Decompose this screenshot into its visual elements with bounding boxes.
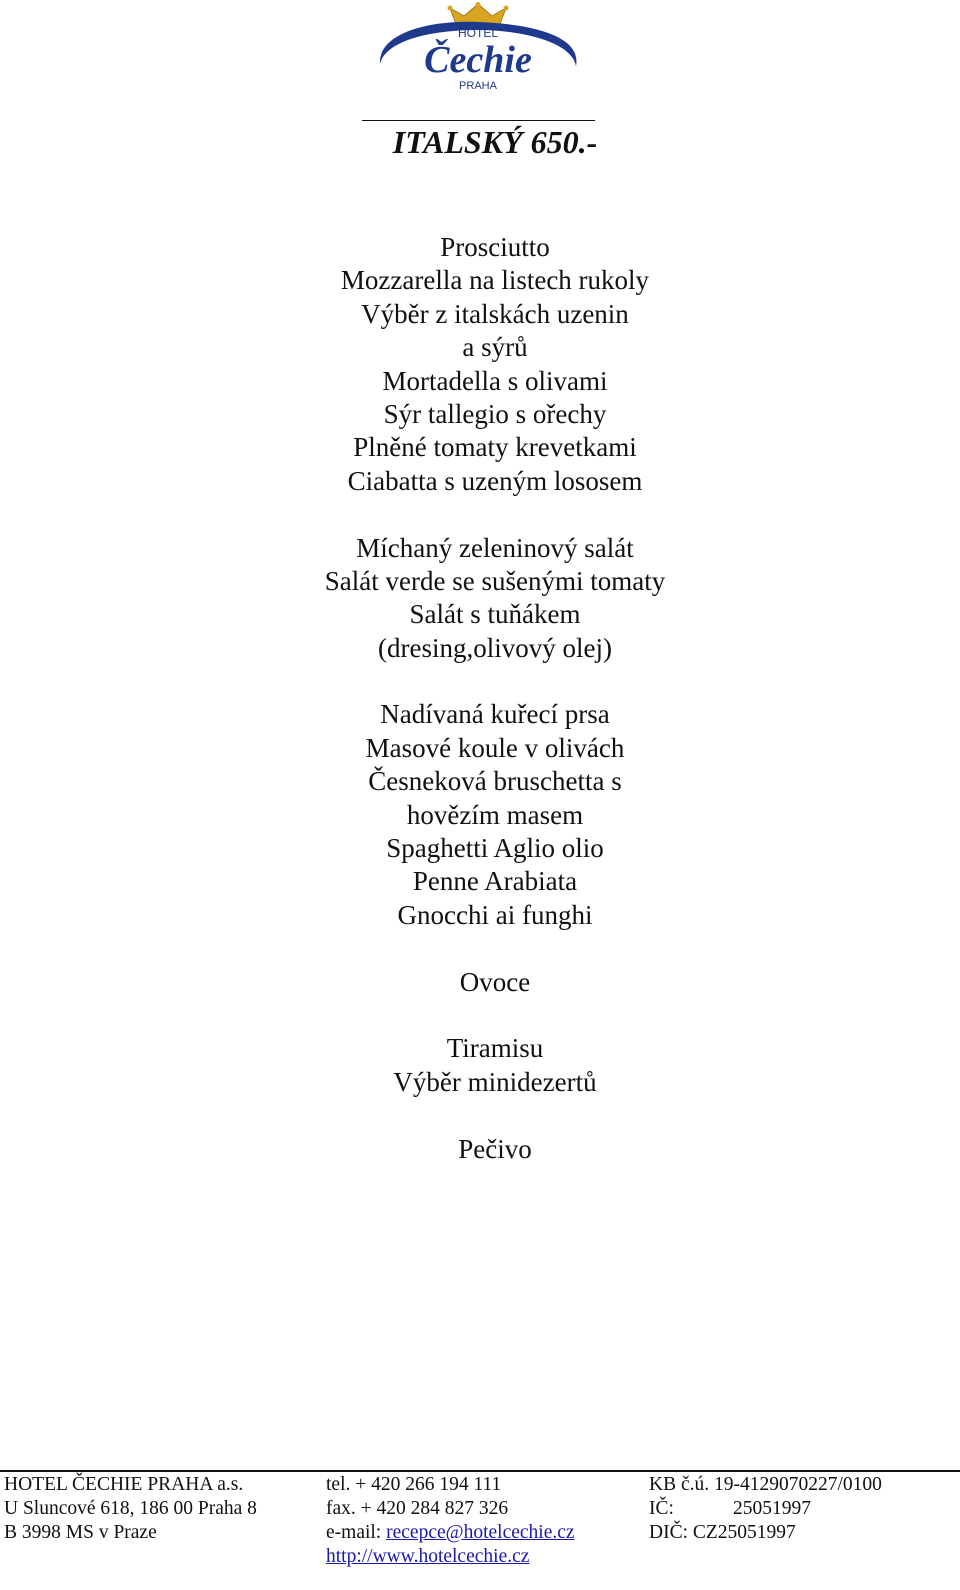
section-gap [0,498,960,531]
menu-item: Mozzarella na listech rukoly [340,265,650,296]
menu-item: Výběr z italskách uzenin [361,298,629,329]
footer-register: B 3998 MS v Praze [4,1522,157,1543]
footer-contact-column [326,1473,575,1569]
footer-company: HOTEL ČECHIE PRAHA a.s. [4,1474,244,1495]
footer-tel: tel. + 420 266 194 111 [326,1474,502,1495]
menu-item: Míchaný zeleninový salát [356,532,634,563]
menu-title: ITALSKÝ 650.- [392,124,598,160]
logo-city-text: PRAHA [459,80,497,92]
footer-ic-row [649,1497,882,1521]
section-gap [0,1099,960,1132]
footer-email-row [326,1521,575,1545]
email-link[interactable]: recepce@hotelcechie.cz [386,1522,575,1543]
footer-company-column [4,1473,257,1545]
menu-item: Prosciutto [440,232,550,262]
menu-item: Pečivo [458,1133,532,1164]
menu-item: Nadívaná kuřecí prsa [380,699,610,730]
menu-item: Gnocchi ai funghi [397,899,593,930]
menu-item: Plněné tomaty krevetkami [353,432,637,463]
menu-item: Salát s tuňákem [409,599,581,630]
footer-email-label: e-mail: [326,1522,387,1543]
footer-bank: KB č.ú. 19-4129070227/0100 [649,1474,882,1495]
menu-item: a sýrů [462,332,528,363]
title-rule [362,120,595,121]
website-link[interactable]: http://www.hotelcechie.cz [326,1546,530,1567]
menu-item: Sýr tallegio s ořechy [383,398,607,429]
menu-item: Penne Arabiata [412,866,578,897]
section-gap [0,932,960,965]
menu-item: Spaghetti Aglio olio [386,833,604,864]
section-gap [0,999,960,1032]
menu-item: Ciabatta s uzeným lososem [347,465,643,496]
footer-ic-label: IČ: [649,1498,674,1519]
logo-hotel-text: HOTEL [457,26,499,40]
footer-fax: fax. + 420 284 827 326 [326,1498,509,1519]
logo-name-text: Čechie [424,39,532,81]
menu-item: (dresing,olivový olej) [378,632,612,663]
menu-item: Masové koule v olivách [365,732,625,763]
menu-item: Česneková bruschetta s [368,766,622,797]
menu-item: Mortadella s olivami [382,365,608,396]
menu-item: Salát verde se sušenými tomaty [324,565,666,596]
menu-item: Tiramisu [446,1033,544,1064]
footer-dic: DIČ: CZ25051997 [649,1522,796,1543]
crown-icon [448,2,509,24]
hotel-logo [372,2,584,94]
menu-list [0,231,960,1166]
footer-web-row [326,1545,575,1569]
footer-bank-column [649,1473,882,1545]
menu-item: Výběr minidezertů [393,1066,597,1097]
footer-rule [0,1470,960,1472]
footer-address: U Sluncové 618, 186 00 Praha 8 [4,1498,257,1519]
menu-item: Ovoce [459,966,531,997]
section-gap [0,665,960,698]
menu-item: hovězím masem [406,799,584,830]
footer-ic-value: 25051997 [733,1498,811,1519]
